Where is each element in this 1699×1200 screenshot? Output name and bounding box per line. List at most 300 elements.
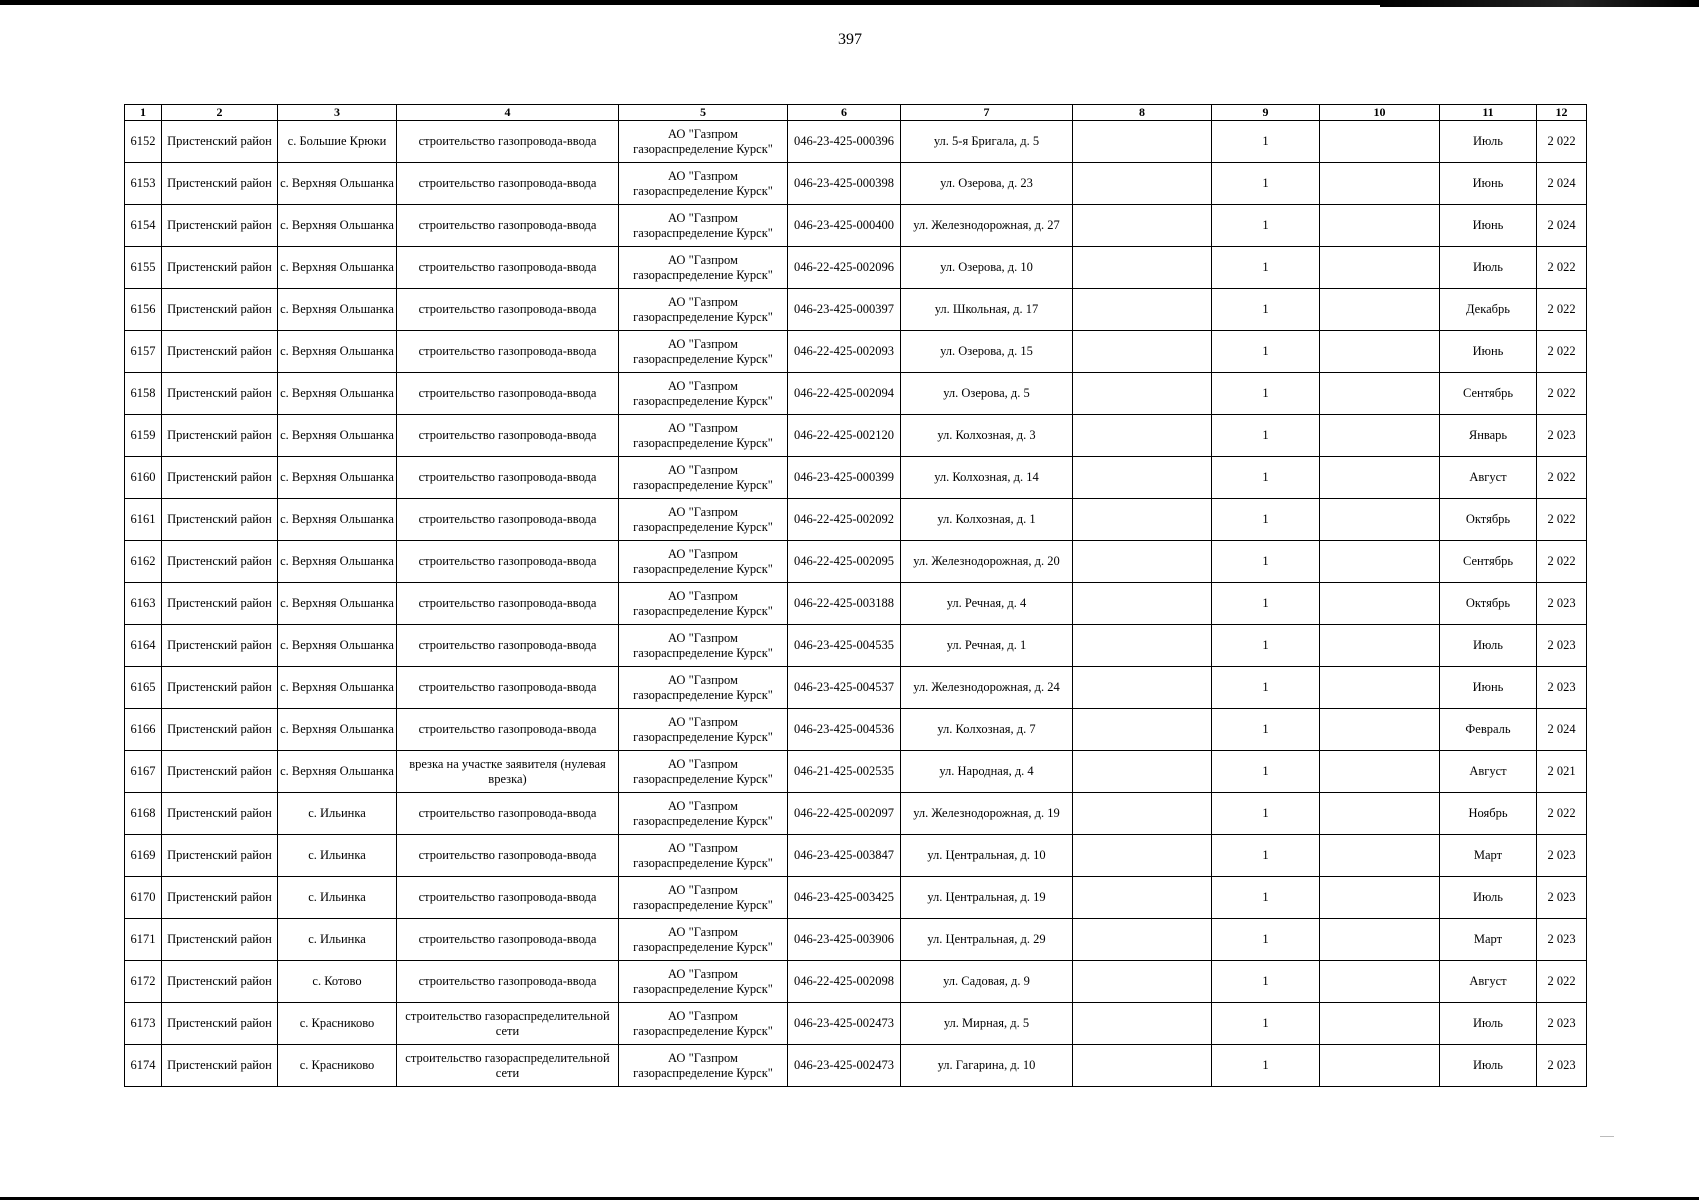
cell-code: 046-23-425-004536: [788, 709, 901, 751]
cell-number: 6162: [125, 541, 162, 583]
cell-locality: с. Верхняя Ольшанка: [278, 415, 397, 457]
cell-code: 046-23-425-003425: [788, 877, 901, 919]
cell-year: 2 023: [1537, 1045, 1587, 1087]
scan-top-border-edge: [1380, 0, 1699, 7]
cell-code: 046-22-425-002092: [788, 499, 901, 541]
cell-count: 1: [1212, 121, 1320, 163]
table-row: [125, 877, 1587, 919]
cell-address: ул. Народная, д. 4: [901, 751, 1073, 793]
cell-month: Январь: [1440, 415, 1537, 457]
cell-year: 2 022: [1537, 289, 1587, 331]
table-row: [125, 415, 1587, 457]
cell-organization: АО "Газпром газораспределение Курск": [619, 625, 788, 667]
table-row: [125, 793, 1587, 835]
cell-col-8: [1073, 1003, 1212, 1045]
cell-col-10: [1320, 163, 1440, 205]
cell-number: 6168: [125, 793, 162, 835]
cell-address: ул. Железнодорожная, д. 20: [901, 541, 1073, 583]
cell-organization: АО "Газпром газораспределение Курск": [619, 121, 788, 163]
cell-code: 046-22-425-003188: [788, 583, 901, 625]
cell-month: Октябрь: [1440, 583, 1537, 625]
cell-col-10: [1320, 667, 1440, 709]
cell-organization: АО "Газпром газораспределение Курск": [619, 751, 788, 793]
cell-month: Июнь: [1440, 331, 1537, 373]
cell-col-10: [1320, 709, 1440, 751]
col-header-6: 6: [788, 105, 901, 121]
cell-count: 1: [1212, 751, 1320, 793]
cell-number: 6164: [125, 625, 162, 667]
cell-organization: АО "Газпром газораспределение Курск": [619, 247, 788, 289]
table-row: [125, 919, 1587, 961]
cell-district: Пристенский район: [162, 499, 278, 541]
col-header-10: 10: [1320, 105, 1440, 121]
cell-count: 1: [1212, 373, 1320, 415]
cell-address: ул. Железнодорожная, д. 24: [901, 667, 1073, 709]
cell-col-10: [1320, 415, 1440, 457]
cell-count: 1: [1212, 247, 1320, 289]
cell-district: Пристенский район: [162, 835, 278, 877]
cell-organization: АО "Газпром газораспределение Курск": [619, 793, 788, 835]
cell-col-8: [1073, 331, 1212, 373]
cell-organization: АО "Газпром газораспределение Курск": [619, 1045, 788, 1087]
cell-year: 2 023: [1537, 667, 1587, 709]
cell-col-10: [1320, 373, 1440, 415]
cell-locality: с. Большие Крюки: [278, 121, 397, 163]
cell-col-10: [1320, 205, 1440, 247]
cell-address: ул. Озерова, д. 23: [901, 163, 1073, 205]
cell-district: Пристенский район: [162, 373, 278, 415]
cell-address: ул. Садовая, д. 9: [901, 961, 1073, 1003]
cell-col-10: [1320, 499, 1440, 541]
cell-year: 2 023: [1537, 835, 1587, 877]
cell-number: 6157: [125, 331, 162, 373]
cell-locality: с. Верхняя Ольшанка: [278, 709, 397, 751]
cell-col-10: [1320, 121, 1440, 163]
cell-district: Пристенский район: [162, 793, 278, 835]
cell-organization: АО "Газпром газораспределение Курск": [619, 541, 788, 583]
cell-number: 6154: [125, 205, 162, 247]
cell-work-type: строительство газопровода-ввода: [397, 961, 619, 1003]
cell-district: Пристенский район: [162, 625, 278, 667]
cell-district: Пристенский район: [162, 205, 278, 247]
cell-locality: с. Красниково: [278, 1003, 397, 1045]
cell-code: 046-23-425-000396: [788, 121, 901, 163]
cell-number: 6170: [125, 877, 162, 919]
cell-col-8: [1073, 709, 1212, 751]
cell-col-10: [1320, 961, 1440, 1003]
cell-col-8: [1073, 583, 1212, 625]
cell-organization: АО "Газпром газораспределение Курск": [619, 877, 788, 919]
cell-year: 2 024: [1537, 163, 1587, 205]
cell-address: ул. Колхозная, д. 14: [901, 457, 1073, 499]
cell-code: 046-23-425-002473: [788, 1003, 901, 1045]
cell-number: 6163: [125, 583, 162, 625]
cell-address: ул. Речная, д. 4: [901, 583, 1073, 625]
cell-organization: АО "Газпром газораспределение Курск": [619, 709, 788, 751]
table-row: [125, 121, 1587, 163]
page-number: 397: [838, 31, 862, 48]
cell-district: Пристенский район: [162, 667, 278, 709]
cell-number: 6161: [125, 499, 162, 541]
cell-code: 046-22-425-002095: [788, 541, 901, 583]
cell-number: 6156: [125, 289, 162, 331]
col-header-5: 5: [619, 105, 788, 121]
cell-col-8: [1073, 373, 1212, 415]
cell-count: 1: [1212, 877, 1320, 919]
cell-district: Пристенский район: [162, 583, 278, 625]
cell-work-type: строительство газопровода-ввода: [397, 205, 619, 247]
cell-month: Июнь: [1440, 163, 1537, 205]
cell-work-type: строительство газопровода-ввода: [397, 877, 619, 919]
cell-organization: АО "Газпром газораспределение Курск": [619, 415, 788, 457]
cell-code: 046-23-425-002473: [788, 1045, 901, 1087]
cell-col-8: [1073, 499, 1212, 541]
cell-number: 6167: [125, 751, 162, 793]
cell-address: ул. Озерова, д. 10: [901, 247, 1073, 289]
cell-year: 2 022: [1537, 331, 1587, 373]
cell-locality: с. Верхняя Ольшанка: [278, 583, 397, 625]
cell-code: 046-21-425-002535: [788, 751, 901, 793]
cell-district: Пристенский район: [162, 163, 278, 205]
cell-work-type: строительство газопровода-ввода: [397, 373, 619, 415]
cell-district: Пристенский район: [162, 289, 278, 331]
cell-count: 1: [1212, 1045, 1320, 1087]
cell-work-type: строительство газопровода-ввода: [397, 835, 619, 877]
cell-number: 6172: [125, 961, 162, 1003]
cell-district: Пристенский район: [162, 457, 278, 499]
table-row: [125, 373, 1587, 415]
cell-month: Март: [1440, 919, 1537, 961]
cell-district: Пристенский район: [162, 121, 278, 163]
cell-count: 1: [1212, 163, 1320, 205]
cell-locality: с. Красниково: [278, 1045, 397, 1087]
cell-locality: с. Верхняя Ольшанка: [278, 499, 397, 541]
cell-col-8: [1073, 205, 1212, 247]
cell-col-10: [1320, 289, 1440, 331]
cell-col-10: [1320, 877, 1440, 919]
cell-month: Июль: [1440, 1003, 1537, 1045]
cell-count: 1: [1212, 625, 1320, 667]
cell-col-10: [1320, 457, 1440, 499]
cell-code: 046-23-425-000400: [788, 205, 901, 247]
cell-month: Июль: [1440, 1045, 1537, 1087]
cell-work-type: строительство газопровода-ввода: [397, 289, 619, 331]
cell-locality: с. Ильинка: [278, 919, 397, 961]
cell-col-10: [1320, 835, 1440, 877]
cell-locality: с. Верхняя Ольшанка: [278, 751, 397, 793]
cell-address: ул. Колхозная, д. 3: [901, 415, 1073, 457]
cell-district: Пристенский район: [162, 415, 278, 457]
cell-work-type: строительство газопровода-ввода: [397, 583, 619, 625]
cell-locality: с. Верхняя Ольшанка: [278, 625, 397, 667]
table-row: [125, 457, 1587, 499]
cell-col-10: [1320, 793, 1440, 835]
cell-count: 1: [1212, 667, 1320, 709]
cell-address: ул. 5-я Бригала, д. 5: [901, 121, 1073, 163]
cell-locality: с. Верхняя Ольшанка: [278, 457, 397, 499]
cell-year: 2 021: [1537, 751, 1587, 793]
cell-organization: АО "Газпром газораспределение Курск": [619, 919, 788, 961]
cell-count: 1: [1212, 709, 1320, 751]
cell-col-8: [1073, 163, 1212, 205]
cell-count: 1: [1212, 205, 1320, 247]
cell-number: 6169: [125, 835, 162, 877]
cell-address: ул. Школьная, д. 17: [901, 289, 1073, 331]
cell-locality: с. Верхняя Ольшанка: [278, 667, 397, 709]
cell-col-8: [1073, 961, 1212, 1003]
cell-year: 2 022: [1537, 247, 1587, 289]
cell-number: 6159: [125, 415, 162, 457]
cell-code: 046-22-425-002120: [788, 415, 901, 457]
table-row: [125, 667, 1587, 709]
cell-address: ул. Колхозная, д. 7: [901, 709, 1073, 751]
col-header-4: 4: [397, 105, 619, 121]
cell-locality: с. Верхняя Ольшанка: [278, 247, 397, 289]
cell-year: 2 022: [1537, 457, 1587, 499]
cell-locality: с. Ильинка: [278, 835, 397, 877]
cell-month: Ноябрь: [1440, 793, 1537, 835]
cell-address: ул. Центральная, д. 29: [901, 919, 1073, 961]
cell-year: 2 022: [1537, 121, 1587, 163]
cell-col-8: [1073, 667, 1212, 709]
table-row: [125, 625, 1587, 667]
cell-col-10: [1320, 247, 1440, 289]
cell-col-10: [1320, 331, 1440, 373]
table-row: [125, 541, 1587, 583]
cell-col-8: [1073, 457, 1212, 499]
cell-organization: АО "Газпром газораспределение Курск": [619, 1003, 788, 1045]
cell-locality: с. Ильинка: [278, 877, 397, 919]
cell-organization: АО "Газпром газораспределение Курск": [619, 583, 788, 625]
table-row: [125, 709, 1587, 751]
col-header-11: 11: [1440, 105, 1537, 121]
cell-address: ул. Центральная, д. 10: [901, 835, 1073, 877]
cell-code: 046-23-425-000398: [788, 163, 901, 205]
cell-number: 6153: [125, 163, 162, 205]
cell-year: 2 022: [1537, 541, 1587, 583]
cell-code: 046-22-425-002097: [788, 793, 901, 835]
cell-month: Июнь: [1440, 667, 1537, 709]
cell-organization: АО "Газпром газораспределение Курск": [619, 289, 788, 331]
cell-address: ул. Озерова, д. 15: [901, 331, 1073, 373]
cell-organization: АО "Газпром газораспределение Курск": [619, 667, 788, 709]
cell-count: 1: [1212, 961, 1320, 1003]
table-row: [125, 1003, 1587, 1045]
col-header-2: 2: [162, 105, 278, 121]
cell-work-type: строительство газопровода-ввода: [397, 247, 619, 289]
cell-organization: АО "Газпром газораспределение Курск": [619, 331, 788, 373]
cell-month: Июнь: [1440, 205, 1537, 247]
cell-number: 6173: [125, 1003, 162, 1045]
cell-month: Февраль: [1440, 709, 1537, 751]
cell-year: 2 023: [1537, 625, 1587, 667]
cell-col-8: [1073, 625, 1212, 667]
cell-count: 1: [1212, 793, 1320, 835]
cell-month: Июль: [1440, 121, 1537, 163]
table-row: [125, 583, 1587, 625]
cell-month: Декабрь: [1440, 289, 1537, 331]
cell-locality: с. Верхняя Ольшанка: [278, 541, 397, 583]
cell-col-8: [1073, 1045, 1212, 1087]
cell-locality: с. Верхняя Ольшанка: [278, 289, 397, 331]
cell-work-type: строительство газораспределительной сети: [397, 1045, 619, 1087]
cell-district: Пристенский район: [162, 751, 278, 793]
cell-code: 046-22-425-002096: [788, 247, 901, 289]
cell-year: 2 022: [1537, 793, 1587, 835]
cell-work-type: врезка на участке заявителя (нулевая врезка): [397, 751, 619, 793]
cell-year: 2 022: [1537, 373, 1587, 415]
cell-code: 046-23-425-004535: [788, 625, 901, 667]
col-header-12: 12: [1537, 105, 1587, 121]
cell-district: Пристенский район: [162, 331, 278, 373]
cell-count: 1: [1212, 541, 1320, 583]
cell-count: 1: [1212, 289, 1320, 331]
cell-work-type: строительство газопровода-ввода: [397, 121, 619, 163]
col-header-9: 9: [1212, 105, 1320, 121]
cell-work-type: строительство газопровода-ввода: [397, 499, 619, 541]
registry-table: [124, 104, 1587, 1087]
cell-col-8: [1073, 289, 1212, 331]
col-header-8: 8: [1073, 105, 1212, 121]
scan-artifact: [1600, 1136, 1614, 1137]
cell-col-10: [1320, 1003, 1440, 1045]
cell-col-10: [1320, 541, 1440, 583]
cell-count: 1: [1212, 499, 1320, 541]
cell-organization: АО "Газпром газораспределение Курск": [619, 205, 788, 247]
cell-month: Июль: [1440, 625, 1537, 667]
cell-month: Июль: [1440, 247, 1537, 289]
cell-month: Октябрь: [1440, 499, 1537, 541]
cell-count: 1: [1212, 919, 1320, 961]
cell-work-type: строительство газопровода-ввода: [397, 415, 619, 457]
cell-month: Август: [1440, 961, 1537, 1003]
cell-work-type: строительство газораспределительной сети: [397, 1003, 619, 1045]
cell-district: Пристенский район: [162, 709, 278, 751]
cell-month: Сентябрь: [1440, 541, 1537, 583]
cell-number: 6158: [125, 373, 162, 415]
cell-col-8: [1073, 247, 1212, 289]
cell-code: 046-22-425-002098: [788, 961, 901, 1003]
cell-col-8: [1073, 835, 1212, 877]
table-row: [125, 1045, 1587, 1087]
cell-year: 2 023: [1537, 919, 1587, 961]
cell-col-8: [1073, 121, 1212, 163]
cell-col-10: [1320, 625, 1440, 667]
cell-district: Пристенский район: [162, 1003, 278, 1045]
cell-col-10: [1320, 919, 1440, 961]
cell-year: 2 023: [1537, 877, 1587, 919]
cell-work-type: строительство газопровода-ввода: [397, 625, 619, 667]
cell-col-8: [1073, 751, 1212, 793]
cell-address: ул. Гагарина, д. 10: [901, 1045, 1073, 1087]
cell-work-type: строительство газопровода-ввода: [397, 667, 619, 709]
col-header-7: 7: [901, 105, 1073, 121]
cell-locality: с. Ильинка: [278, 793, 397, 835]
cell-count: 1: [1212, 457, 1320, 499]
table-body: [125, 121, 1587, 1087]
cell-month: Сентябрь: [1440, 373, 1537, 415]
cell-locality: с. Котово: [278, 961, 397, 1003]
table-row: [125, 205, 1587, 247]
cell-address: ул. Озерова, д. 5: [901, 373, 1073, 415]
cell-work-type: строительство газопровода-ввода: [397, 457, 619, 499]
cell-organization: АО "Газпром газораспределение Курск": [619, 163, 788, 205]
cell-district: Пристенский район: [162, 247, 278, 289]
cell-count: 1: [1212, 1003, 1320, 1045]
cell-code: 046-22-425-002093: [788, 331, 901, 373]
cell-locality: с. Верхняя Ольшанка: [278, 163, 397, 205]
cell-month: Июль: [1440, 877, 1537, 919]
cell-year: 2 023: [1537, 1003, 1587, 1045]
cell-col-8: [1073, 877, 1212, 919]
cell-locality: с. Верхняя Ольшанка: [278, 205, 397, 247]
cell-work-type: строительство газопровода-ввода: [397, 163, 619, 205]
cell-work-type: строительство газопровода-ввода: [397, 919, 619, 961]
cell-district: Пристенский район: [162, 961, 278, 1003]
cell-district: Пристенский район: [162, 877, 278, 919]
cell-work-type: строительство газопровода-ввода: [397, 793, 619, 835]
table-row: [125, 751, 1587, 793]
cell-code: 046-23-425-000399: [788, 457, 901, 499]
cell-code: 046-22-425-002094: [788, 373, 901, 415]
col-header-1: 1: [125, 105, 162, 121]
cell-code: 046-23-425-004537: [788, 667, 901, 709]
cell-address: ул. Центральная, д. 19: [901, 877, 1073, 919]
cell-col-8: [1073, 919, 1212, 961]
cell-col-8: [1073, 793, 1212, 835]
cell-work-type: строительство газопровода-ввода: [397, 331, 619, 373]
cell-year: 2 022: [1537, 499, 1587, 541]
cell-year: 2 024: [1537, 205, 1587, 247]
cell-district: Пристенский район: [162, 541, 278, 583]
cell-year: 2 022: [1537, 961, 1587, 1003]
header-row: [125, 105, 1587, 121]
cell-address: ул. Колхозная, д. 1: [901, 499, 1073, 541]
cell-organization: АО "Газпром газораспределение Курск": [619, 499, 788, 541]
table-row: [125, 835, 1587, 877]
cell-code: 046-23-425-003906: [788, 919, 901, 961]
cell-number: 6165: [125, 667, 162, 709]
table-row: [125, 163, 1587, 205]
cell-count: 1: [1212, 583, 1320, 625]
cell-number: 6174: [125, 1045, 162, 1087]
cell-address: ул. Мирная, д. 5: [901, 1003, 1073, 1045]
cell-address: ул. Железнодорожная, д. 19: [901, 793, 1073, 835]
cell-number: 6152: [125, 121, 162, 163]
cell-district: Пристенский район: [162, 919, 278, 961]
cell-organization: АО "Газпром газораспределение Курск": [619, 373, 788, 415]
cell-year: 2 023: [1537, 415, 1587, 457]
table-row: [125, 247, 1587, 289]
cell-work-type: строительство газопровода-ввода: [397, 709, 619, 751]
cell-organization: АО "Газпром газораспределение Курск": [619, 457, 788, 499]
cell-organization: АО "Газпром газораспределение Курск": [619, 835, 788, 877]
cell-district: Пристенский район: [162, 1045, 278, 1087]
cell-col-8: [1073, 415, 1212, 457]
table-row: [125, 961, 1587, 1003]
cell-col-10: [1320, 751, 1440, 793]
cell-address: ул. Речная, д. 1: [901, 625, 1073, 667]
cell-number: 6166: [125, 709, 162, 751]
cell-year: 2 023: [1537, 583, 1587, 625]
cell-number: 6155: [125, 247, 162, 289]
cell-count: 1: [1212, 835, 1320, 877]
table-row: [125, 289, 1587, 331]
cell-count: 1: [1212, 331, 1320, 373]
cell-year: 2 024: [1537, 709, 1587, 751]
cell-col-10: [1320, 583, 1440, 625]
cell-month: Март: [1440, 835, 1537, 877]
